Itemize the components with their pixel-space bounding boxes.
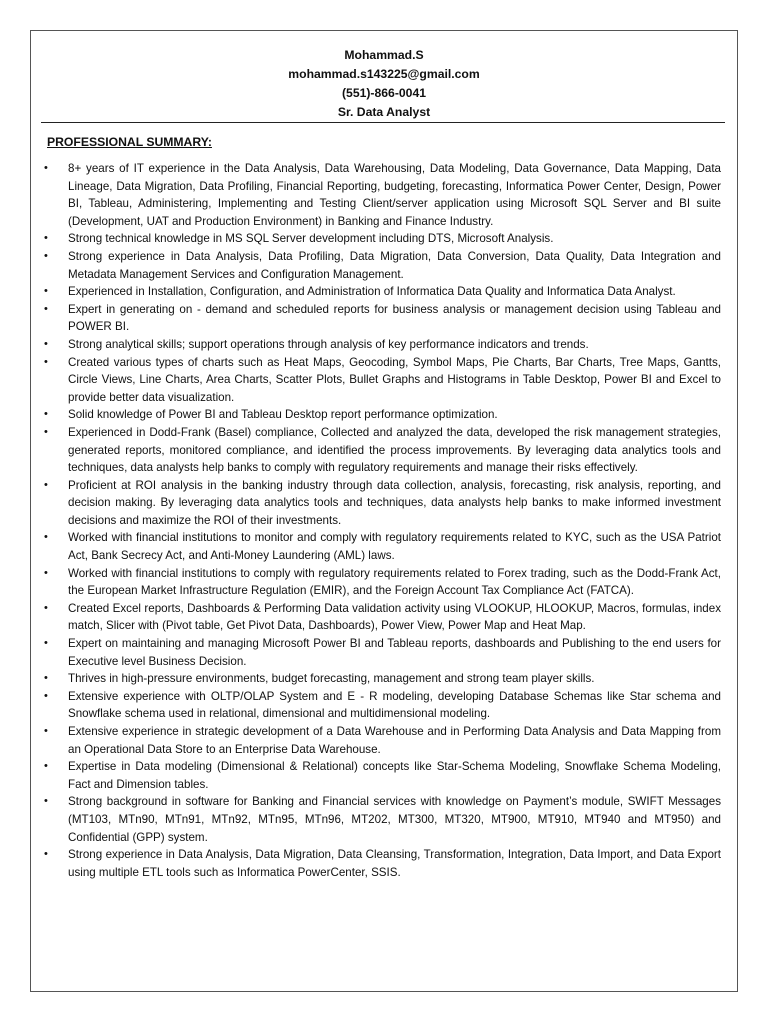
summary-list-item: [31, 529, 721, 564]
summary-list-item: [31, 793, 721, 846]
summary-list-item: [31, 477, 721, 530]
summary-item-text: Experienced in Installation, Configuration, and Administration of Informatica Data Quality and Informatica Data Analyst.: [68, 285, 676, 299]
summary-list-item: [31, 688, 721, 723]
bullet-icon: •: [44, 162, 48, 174]
summary-list-item: [31, 301, 721, 336]
bullet-icon: •: [44, 760, 48, 773]
candidate-title: Sr. Data Analyst: [337, 105, 431, 119]
summary-list-item: [31, 160, 721, 230]
summary-item-text: Expert in generating on - demand and scheduled reports for business analysis or management decision using Tableau and POWER BI.: [68, 302, 721, 334]
summary-list-item: [31, 336, 721, 354]
summary-item-text: Strong experience in Data Analysis, Data Migration, Data Cleansing, Transformation, Integration, Data Import, and Data Export using multiple ETL tools such as Informatica PowerCenter, SSIS.: [68, 848, 721, 879]
summary-item-text: Worked with financial institutions to comply with regulatory requirements related to Forex trading, such as the Dodd-Frank Act, the European Market Infrastructure Regulation (EMIR), and the Foreign Account Tax Compliance Act (FATCA).: [68, 566, 721, 598]
summary-list-item: [31, 283, 721, 301]
bullet-icon: •: [44, 285, 48, 298]
bullet-icon: •: [44, 408, 48, 421]
summary-list-item: [31, 600, 721, 635]
candidate-email: mohammad.s143225@gmail.com: [288, 67, 480, 81]
summary-item-text: Expertise in Data modeling (Dimensional & Relational) concepts like Star-Schema Modeling, Snowflake Schema Modeling, Fact and Dimension tables.: [68, 760, 721, 791]
summary-list-item: [31, 846, 721, 881]
summary-list-item: [31, 354, 721, 407]
bullet-icon: •: [44, 725, 48, 737]
summary-list-item: [31, 406, 721, 424]
summary-item-text: Created Excel reports, Dashboards & Performing Data validation activity using VLOOKUP, HLOOKUP, Macros, formulas, index match, Slicer with (Pivot table, Get Pivot Data, Dashboards), Power View, Power Map and Heat Map.: [68, 601, 721, 633]
summary-item-text: Strong analytical skills; support operations through analysis of key performance indicators and trends.: [68, 337, 589, 351]
bullet-icon: •: [44, 337, 48, 350]
summary-list-item: [31, 758, 721, 793]
summary-item-text: Extensive experience with OLTP/OLAP System and E - R modeling, developing Database Schemas like Star schema and Snowflake schema used in relational, dimensional and multidimensional modeling.: [68, 689, 721, 721]
bullet-icon: •: [44, 566, 48, 579]
header-divider: [41, 122, 725, 123]
bullet-icon: •: [44, 672, 48, 685]
bullet-icon: •: [44, 601, 48, 614]
summary-item-text: Strong background in software for Banking and Financial services with knowledge on Payment’s module, SWIFT Messages (MT103, MTn90, MTn91, MTn92, MTn95, MTn96, MT202, MT300, MT320, MT900, MT910, MT940 and MT950) and Confidential (GPP) system.: [68, 795, 721, 844]
bullet-icon: •: [44, 425, 48, 438]
summary-list-item: [31, 635, 721, 670]
candidate-phone: (551)-866-0041: [341, 86, 426, 100]
resume-header: [31, 31, 737, 122]
summary-list-item: [31, 723, 721, 758]
summary-list-item: [31, 248, 721, 283]
summary-item-text: Extensive experience in strategic development of a Data Warehouse and in Performing Data Analysis and Data Mapping from an Operational Data Store to an Enterprise Data Warehouse.: [68, 725, 721, 756]
bullet-icon: •: [44, 249, 48, 262]
bullet-icon: •: [44, 848, 48, 861]
bullet-icon: •: [44, 531, 48, 544]
summary-item-text: Created various types of charts such as Heat Maps, Geocoding, Symbol Maps, Pie Charts, Bar Charts, Tree Maps, Gantts, Circle Views, Line Charts, Area Charts, Scatter Plots, Bullet Graphs and Histograms in Table Desktop, Power BI and Excel to provide better data visualization.: [68, 355, 721, 404]
summary-item-text: Expert on maintaining and managing Microsoft Power BI and Tableau reports, dashboards and Publishing to the end users for Executive level Business Decision.: [68, 637, 721, 668]
summary-list-item: [31, 670, 721, 688]
bullet-icon: •: [44, 478, 48, 491]
section-title-professional-summary: PROFESSIONAL SUMMARY:: [47, 135, 212, 149]
summary-item-text: Experienced in Dodd-Frank (Basel) compliance, Collected and analyzed the data, developed the risk management strategies, generated reports, monitored compliance, and identified the process improvements. By leveraging data analytics tools and techniques, data analysts help banks to comply with regulatory requirements and manage their risks effectively.: [68, 425, 721, 475]
summary-list-item: [31, 424, 721, 477]
bullet-icon: •: [44, 232, 48, 245]
candidate-name: Mohammad.S: [344, 48, 424, 62]
summary-list-item: [31, 230, 721, 248]
summary-item-text: 8+ years of IT experience in the Data Analysis, Data Warehousing, Data Modeling, Data Governance, Data Mapping, Data Lineage, Data Migration, Data Profiling, Financial Reporting, budgeting, forecasting, Informatica Power Center, Design, Power BI, Tableau, Administering, Implementing and Testing Client/server application using Microsoft SQL Server and BI suite (Development, UAT and Production Environment) in Banking and Finance Industry.: [68, 162, 721, 228]
summary-list-item: [31, 565, 721, 600]
summary-item-text: Proficient at ROI analysis in the banking industry through data collection, analysis, forecasting, risk analysis, reporting, and decision making. By leveraging data analytics tools and techniques, data analysts help banks to make informed investment decisions and maximize the ROI of their investments.: [68, 478, 721, 527]
bullet-icon: •: [44, 637, 48, 650]
summary-item-text: Thrives in high-pressure environments, budget forecasting, management and strong team player skills.: [68, 672, 595, 686]
summary-item-text: Strong experience in Data Analysis, Data Profiling, Data Migration, Data Conversion, Data Quality, Data Integration and Metadata Management Services and Configuration Management.: [68, 249, 721, 281]
summary-item-text: Strong technical knowledge in MS SQL Server development including DTS, Microsoft Analysis.: [68, 232, 554, 246]
resume-page: [30, 30, 738, 992]
bullet-icon: •: [44, 355, 48, 368]
professional-summary-list: [31, 160, 721, 881]
bullet-icon: •: [44, 795, 48, 808]
summary-item-text: Solid knowledge of Power BI and Tableau Desktop report performance optimization.: [68, 408, 498, 422]
bullet-icon: •: [44, 302, 48, 315]
bullet-icon: •: [44, 689, 48, 702]
summary-item-text: Worked with financial institutions to monitor and comply with regulatory requirements related to KYC, such as the USA Patriot Act, Bank Secrecy Act, and Anti-Money Laundering (AML) laws.: [68, 531, 721, 563]
